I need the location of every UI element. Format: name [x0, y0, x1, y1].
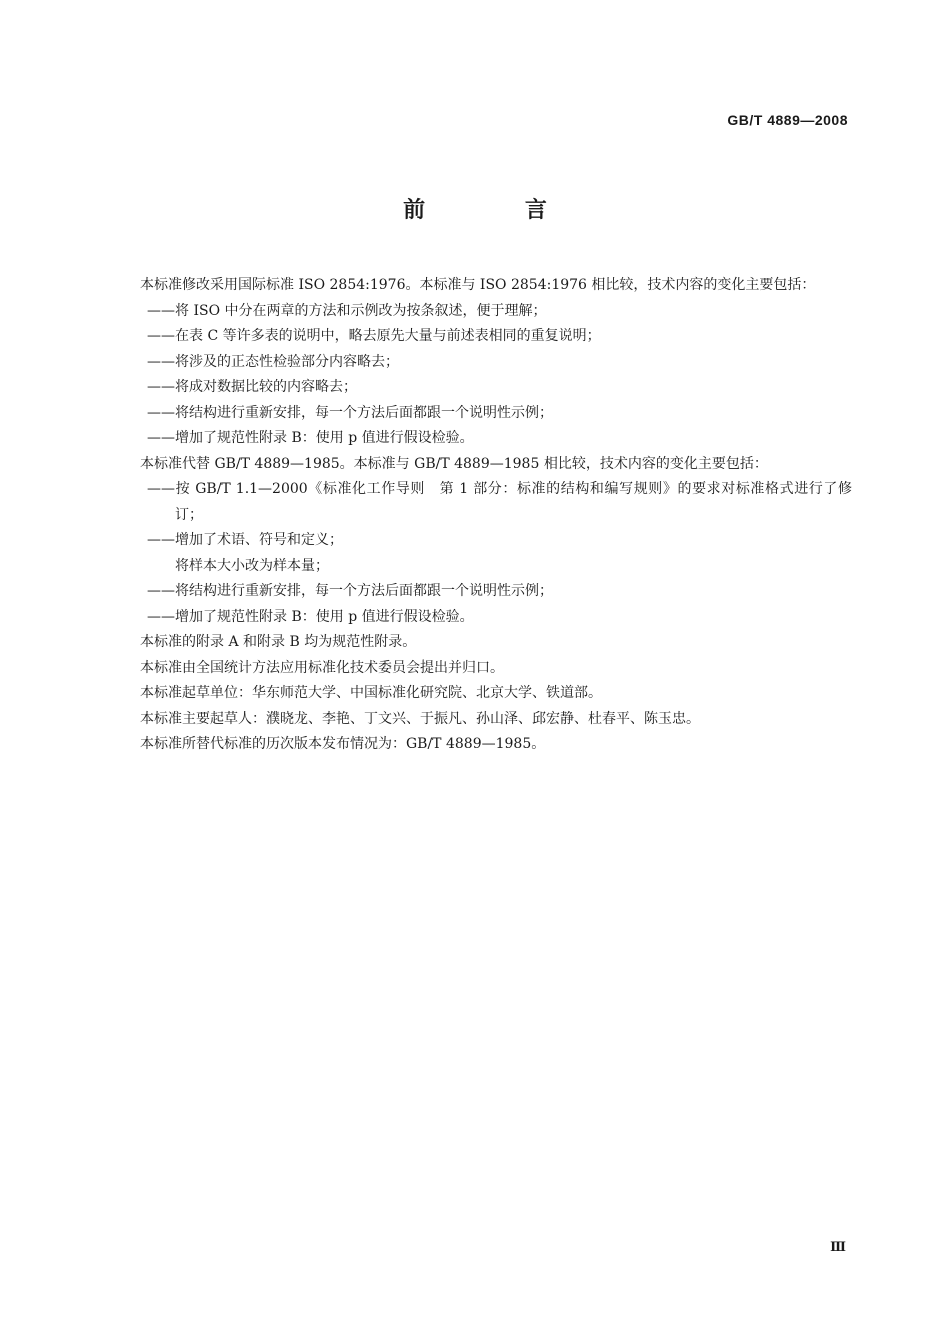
standard-code: GB/T 4889—2008: [727, 112, 848, 128]
paragraph: 本标准主要起草人：濮晓龙、李艳、丁文兴、于振凡、孙山泽、邱宏静、杜春平、陈玉忠。: [140, 710, 700, 727]
list-item: ——增加了术语、符号和定义；: [147, 532, 343, 548]
list-item: ——将涉及的正态性检验部分内容略去；: [147, 353, 399, 370]
page-number: Ⅲ: [830, 1240, 846, 1255]
paragraph: 本标准代替 GB/T 4889—1985。本标准与 GB/T 4889—1985 相比较，技术内容的变化主要包括：: [140, 455, 768, 472]
list-item: ——增加了规范性附录 B：使用 p 值进行假设检验。: [147, 608, 474, 625]
paragraph: 本标准所替代标准的历次版本发布情况为：GB/T 4889—1985。: [140, 736, 546, 752]
list-item: ——将 ISO 中分在两章的方法和示例改为按条叙述，便于理解；: [147, 302, 547, 319]
list-item: ——按 GB/T 1.1—2000《标准化工作导则 第 1 部分：标准的结构和编写规则》的要求对标准格式进行了修订；: [147, 481, 852, 523]
paragraph: 本标准由全国统计方法应用标准化技术委员会提出并归口。: [140, 659, 504, 676]
paragraph: 本标准修改采用国际标准 ISO 2854:1976。本标准与 ISO 2854:1976 相比较，技术内容的变化主要包括：: [140, 277, 816, 293]
list-item: ——在表 C 等许多表的说明中，略去原先大量与前述表相同的重复说明；: [147, 328, 601, 344]
list-item: ——将结构进行重新安排，每一个方法后面都跟一个说明性示例；: [147, 583, 553, 599]
list-item: ——将结构进行重新安排，每一个方法后面都跟一个说明性示例；: [147, 404, 553, 421]
page-title: 前 言: [403, 198, 593, 223]
list-item: ——将成对数据比较的内容略去；: [147, 379, 357, 395]
paragraph: 本标准的附录 A 和附录 B 均为规范性附录。: [140, 634, 417, 650]
list-item: ——增加了规范性附录 B：使用 p 值进行假设检验。: [147, 430, 474, 446]
list-subitem: 将样本大小改为样本量；: [175, 557, 329, 574]
paragraph: 本标准起草单位：华东师范大学、中国标准化研究院、北京大学、铁道部。: [140, 685, 602, 701]
foreword-body: [112, 273, 852, 758]
